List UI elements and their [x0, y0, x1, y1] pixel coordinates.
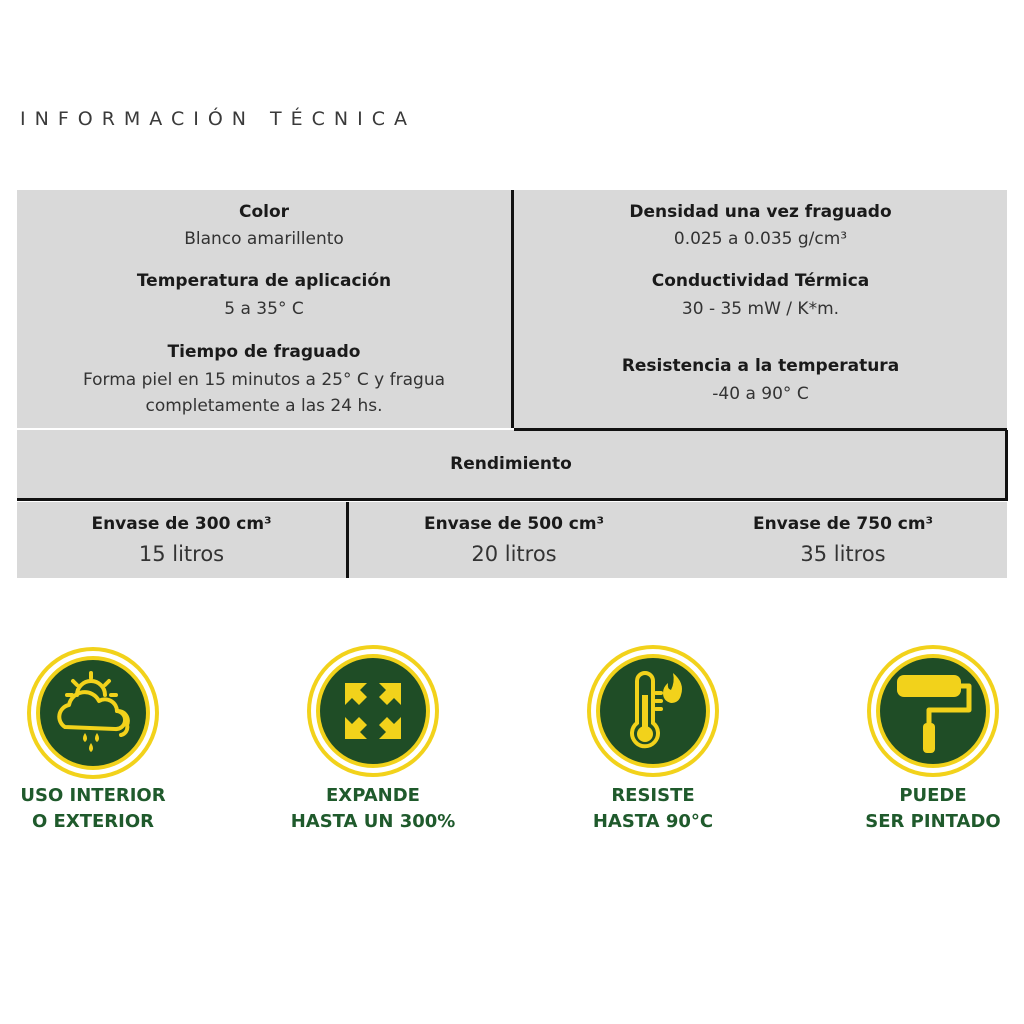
- yield-top-border: [514, 428, 1007, 431]
- badge-caption-1: [0, 783, 186, 835]
- density-value: 0.025 a 0.035 g/cm³: [673, 229, 848, 249]
- badge-3-line2: HASTA 90°C: [592, 811, 714, 832]
- thermometer-flame-icon: [585, 643, 721, 779]
- pack-300-value: 15 litros: [138, 542, 225, 566]
- badge-caption-2: [268, 783, 478, 835]
- pack-300-label: Envase de 300 cm³: [91, 514, 272, 534]
- setting-time-value-2: completamente a las 24 hs.: [145, 396, 383, 416]
- temp-resistance-label: Resistencia a la temperatura: [621, 356, 900, 376]
- temp-resistance-value: -40 a 90° C: [712, 384, 809, 404]
- badge-2-line1: EXPANDE: [326, 785, 420, 806]
- badge-3-line1: RESISTE: [611, 785, 695, 806]
- yield-header: [17, 430, 1008, 501]
- pack-500-label: Envase de 500 cm³: [423, 514, 605, 534]
- app-temp-label: Temperatura de aplicación: [136, 271, 392, 291]
- section-title: INFORMACIÓN TÉCNICA: [20, 108, 416, 130]
- setting-time-label: Tiempo de fraguado: [167, 342, 361, 362]
- expand-arrows-icon: [305, 643, 441, 779]
- setting-time-value-1: Forma piel en 15 minutos a 25° C y fragua: [82, 370, 446, 390]
- weather-icon: [25, 645, 161, 781]
- badge-1-line2: O EXTERIOR: [31, 811, 155, 832]
- app-temp-value: 5 a 35° C: [224, 299, 304, 319]
- density-label: Densidad una vez fraguado: [629, 202, 892, 222]
- badge-4-line2: SER PINTADO: [865, 811, 1001, 832]
- paint-roller-icon: [865, 643, 1001, 779]
- color-value: Blanco amarillento: [184, 229, 344, 249]
- conductivity-label: Conductividad Térmica: [651, 271, 870, 291]
- badge-caption-3: [558, 783, 748, 835]
- pack-500-value: 20 litros: [471, 542, 557, 566]
- badge-caption-4: [842, 783, 1024, 835]
- conductivity-value: 30 - 35 mW / K*m.: [681, 299, 840, 319]
- badge-2-line2: HASTA UN 300%: [290, 811, 456, 832]
- pack-750-value: 35 litros: [800, 542, 886, 566]
- pack-750-label: Envase de 750 cm³: [752, 514, 934, 534]
- badge-1-line1: USO INTERIOR: [20, 785, 166, 806]
- yield-label: Rendimiento: [450, 454, 572, 474]
- color-label: Color: [238, 202, 290, 222]
- badge-4-line1: PUEDE: [899, 785, 967, 806]
